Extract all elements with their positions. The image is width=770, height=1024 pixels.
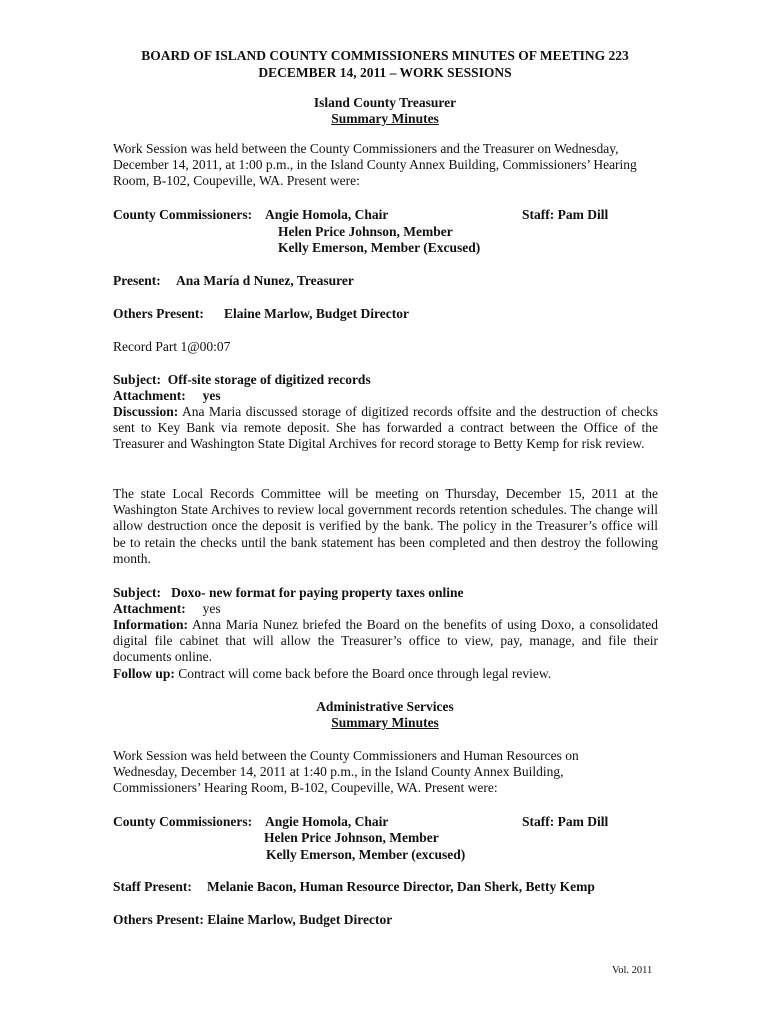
treasurer-commissioner-2: Helen Price Johnson, Member — [278, 224, 453, 239]
admin-commissioners-label: County Commissioners: — [113, 814, 253, 829]
admin-subtitle: Summary Minutes — [331, 715, 439, 730]
admin-commissioner-2: Helen Price Johnson, Member — [264, 830, 439, 845]
subject-2-label: Subject: — [113, 585, 161, 600]
minutes-header-date: DECEMBER 14, 2011 – WORK SESSIONS — [258, 65, 512, 80]
information-label: Information: — [113, 617, 188, 632]
admin-dept-title: Administrative Services — [316, 699, 454, 714]
subject-1-label: Subject: — [113, 372, 161, 387]
treasurer-intro-line-3: Room, B-102, Coupeville, WA. Present were: — [113, 173, 360, 188]
attachment-2-label: Attachment: — [113, 601, 186, 616]
admin-commissioner-3: Kelly Emerson, Member (excused) — [266, 847, 466, 862]
admin-others-present: Others Present: Elaine Marlow, Budget Director — [113, 912, 393, 927]
volume-footer: Vol. 2011 — [612, 965, 653, 976]
treasurer-subtitle-wrap — [0, 111, 770, 127]
subject-2-title: Doxo- new format for paying property taxes online — [171, 585, 464, 600]
discussion-text: Ana Maria discussed storage of digitized records offsite and the destruction of checks sent to Key Bank via remote deposit. She has forwarded a contract between the Office of the Treasurer and Washington State Digital Archives for record storage to Betty Kemp for risk review. — [113, 404, 658, 452]
treasurer-commissioners-label: County Commissioners: — [113, 207, 253, 222]
subject-2-attachment — [113, 601, 221, 617]
discussion-label: Discussion: — [113, 404, 179, 419]
treasurer-others: Elaine Marlow, Budget Director — [224, 306, 409, 321]
followup-label: Follow up: — [113, 666, 175, 681]
followup-text: Contract will come back before the Board once through legal review. — [178, 666, 552, 681]
treasurer-commissioner-1: Angie Homola, Chair — [265, 207, 389, 222]
subject-1-attachment — [113, 388, 221, 404]
subject-1-discussion — [113, 404, 658, 453]
treasurer-present-label: Present: — [113, 273, 161, 288]
attachment-2-value: yes — [202, 601, 221, 616]
subject-1-para-2: The state Local Records Committee will be meeting on Thursday, December 15, 2011 at the Washington State Archives to review local government records retention schedules. The change will allow destruction once the deposit is verified by the bank. The policy in the Treasurer’s office will be to retain the checks until the bank statement has been completed and then destroy the following month. — [113, 486, 658, 566]
subject-2-information — [113, 617, 658, 666]
subject-2-line — [113, 585, 463, 601]
admin-staff-present: Melanie Bacon, Human Resource Director, Dan Sherk, Betty Kemp — [207, 879, 595, 894]
subject-1-line — [113, 372, 371, 388]
treasurer-intro-line-1: Work Session was held between the County Commissioners and the Treasurer on Wednesday, — [113, 141, 619, 156]
admin-commissioner-1: Angie Homola, Chair — [265, 814, 389, 829]
admin-intro-line-2: Wednesday, December 14, 2011 at 1:40 p.m., in the Island County Annex Building, — [113, 764, 564, 779]
admin-staff: Staff: Pam Dill — [522, 814, 609, 829]
treasurer-present: Ana María d Nunez, Treasurer — [176, 273, 354, 288]
admin-subtitle-wrap — [0, 715, 770, 731]
subject-1-title: Off-site storage of digitized records — [167, 372, 371, 387]
treasurer-others-label: Others Present: — [113, 306, 204, 321]
information-text: Anna Maria Nunez briefed the Board on the benefits of using Doxo, a consolidated digital file cabinet that will allow the Treasurer’s office to view, pay, manage, and file their documents online. — [113, 617, 658, 665]
admin-staff-present-label: Staff Present: — [113, 879, 192, 894]
admin-intro-line-1: Work Session was held between the County Commissioners and Human Resources on — [113, 748, 579, 763]
treasurer-subtitle: Summary Minutes — [331, 111, 439, 126]
treasurer-dept-title: Island County Treasurer — [313, 95, 457, 110]
attachment-1-label: Attachment: — [113, 388, 186, 403]
treasurer-commissioner-3: Kelly Emerson, Member (Excused) — [278, 240, 481, 255]
treasurer-staff: Staff: Pam Dill — [522, 207, 609, 222]
minutes-header-title: BOARD OF ISLAND COUNTY COMMISSIONERS MINUTES OF MEETING 223 — [141, 48, 629, 63]
record-part: Record Part 1@00:07 — [113, 339, 231, 354]
treasurer-intro-line-2: December 14, 2011, at 1:00 p.m., in the Island County Annex Building, Commissioners’ Hearing — [113, 157, 637, 172]
attachment-1-value: yes — [202, 388, 221, 403]
subject-2-followup — [113, 666, 551, 682]
admin-intro-line-3: Commissioners’ Hearing Room, B-102, Coupeville, WA. Present were: — [113, 780, 498, 795]
